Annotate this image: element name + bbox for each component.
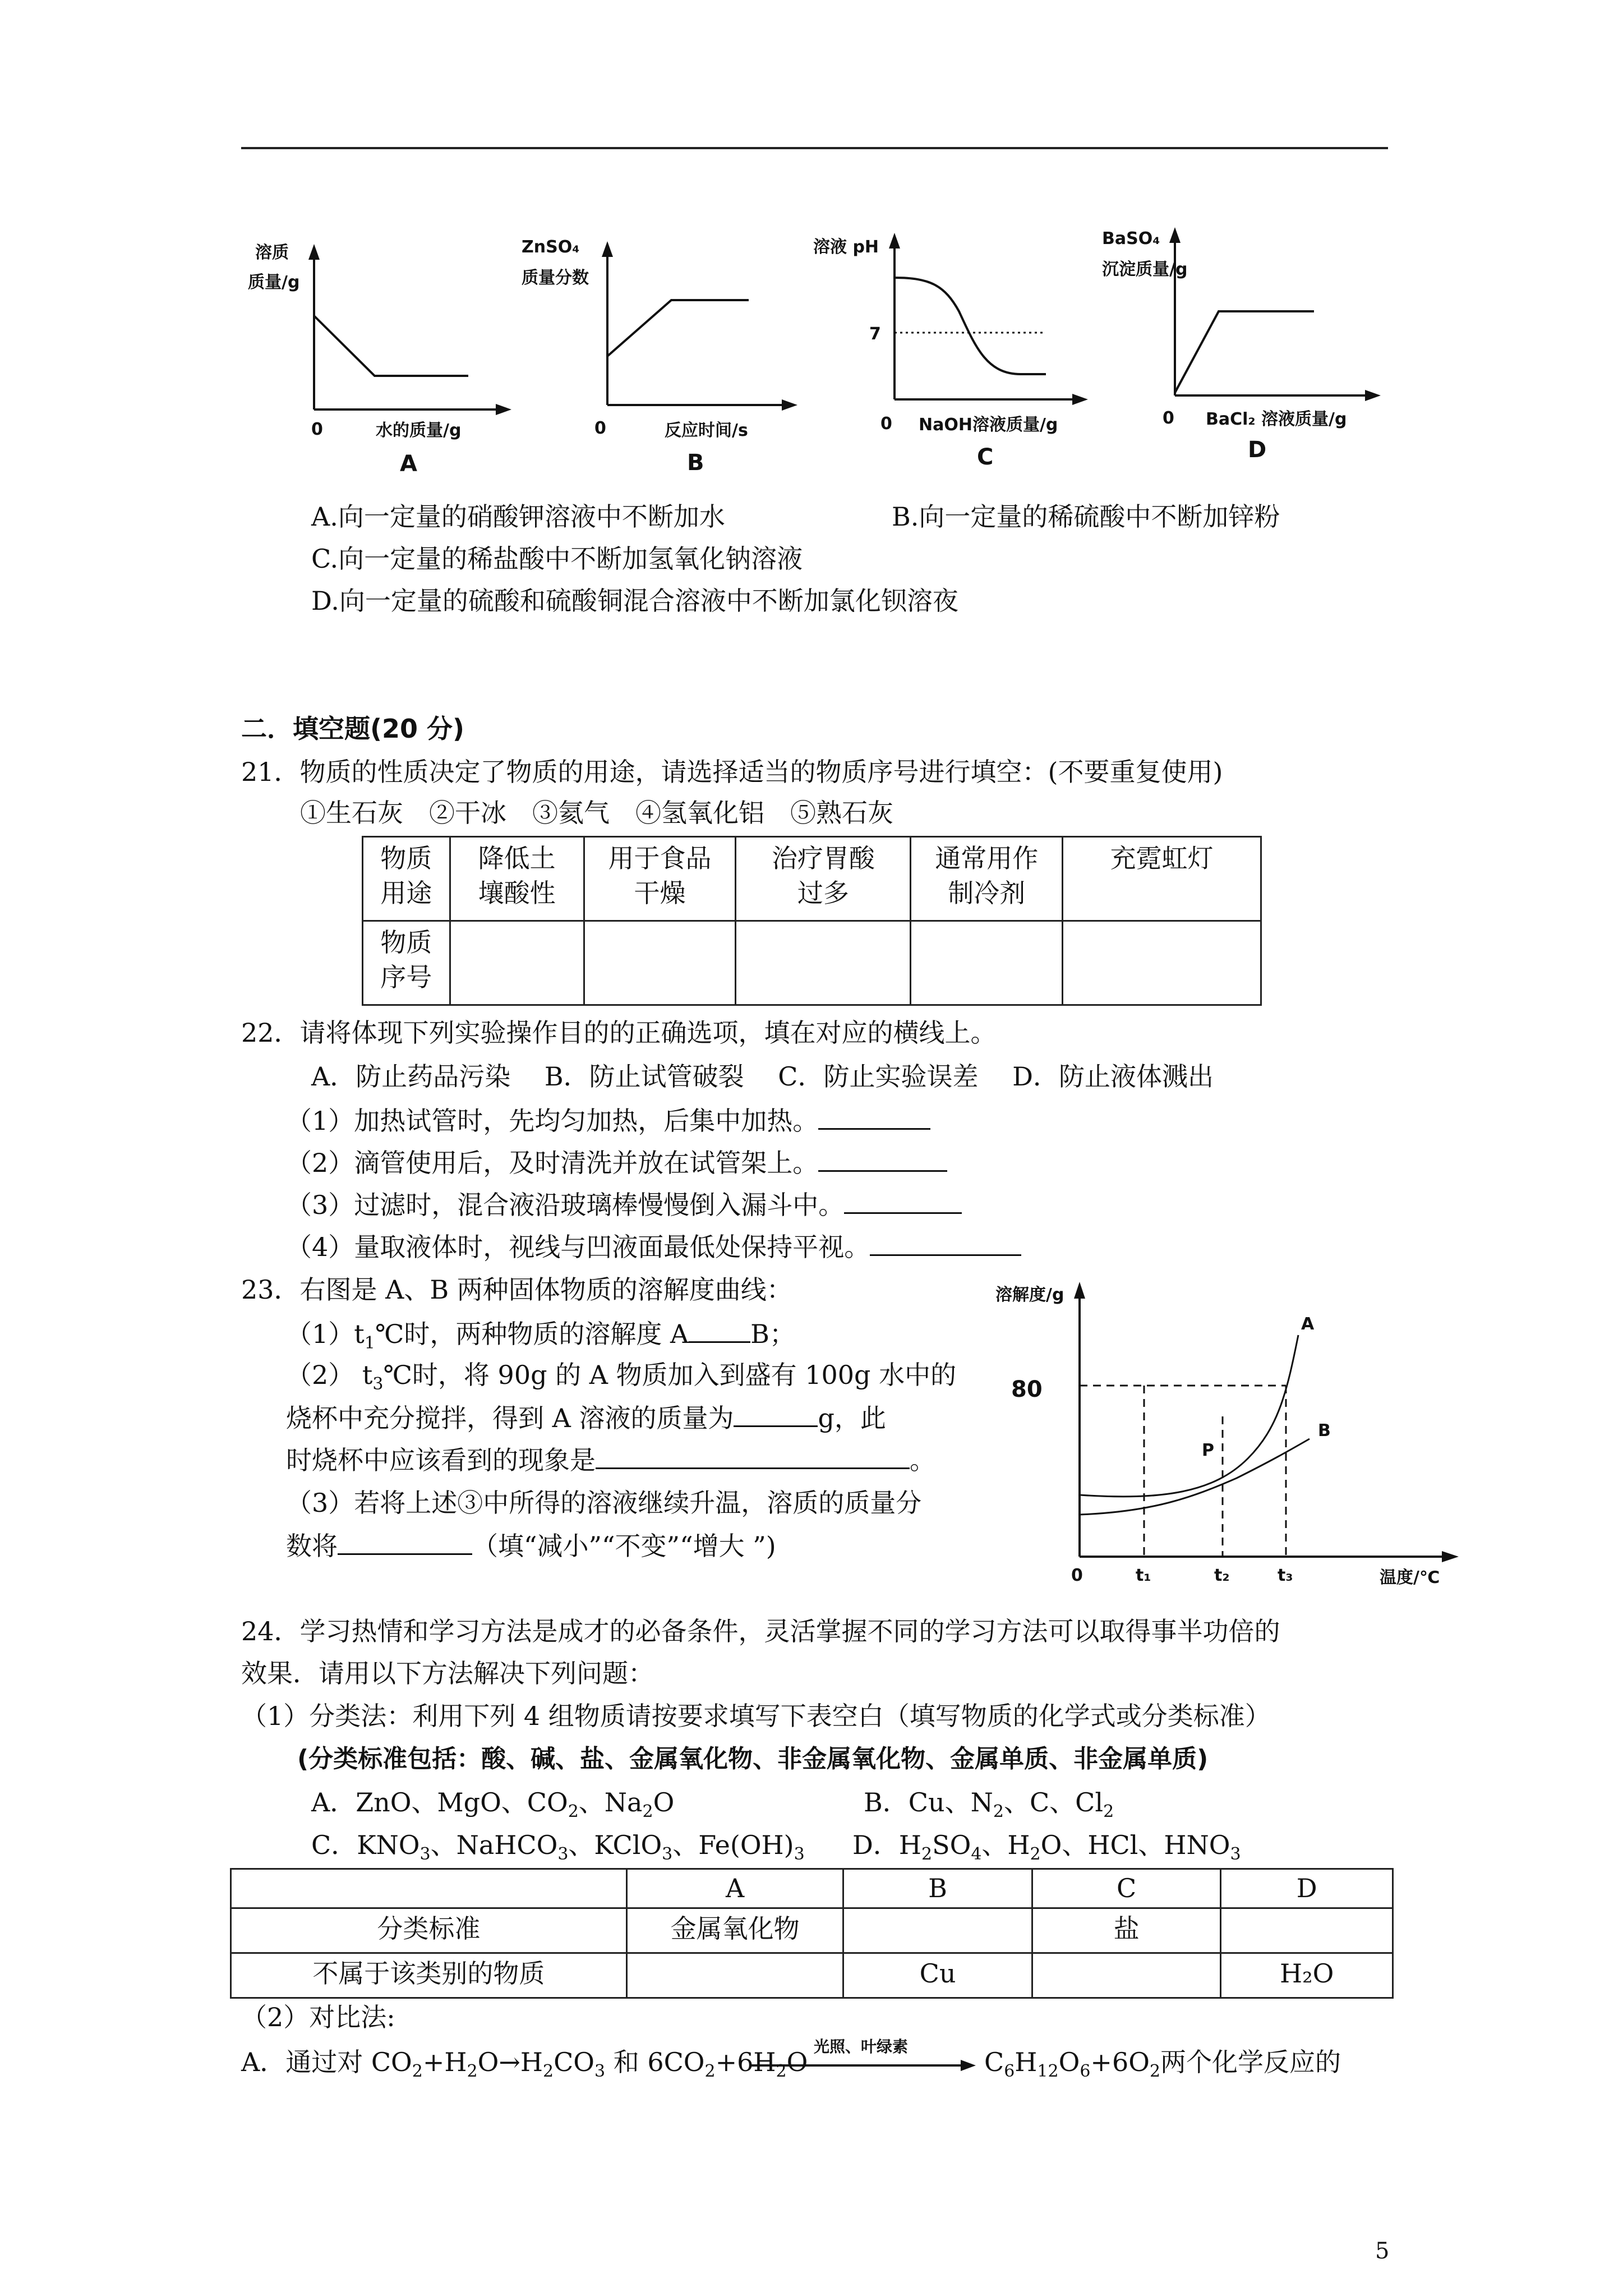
q20-option-b: B.向一定量的稀硫酸中不断加锌粉	[892, 501, 1280, 532]
graph-b-origin: 0	[594, 418, 606, 438]
graph-c-xlabel: NaOH溶液质量/g	[919, 415, 1058, 435]
q22-item-1: （1）加热试管时，先均匀加热，后集中加热。	[286, 1102, 930, 1138]
q22-blank-3[interactable]	[844, 1186, 962, 1214]
q22-options: A．防止药品污染 B．防止试管破裂 C．防止实验误差 D．防止液体溅出	[311, 1061, 1214, 1092]
q21-row2-head: 物质 序号	[363, 921, 450, 1005]
solubility-point-p: P	[1202, 1441, 1214, 1460]
graph-d-origin: 0	[1163, 408, 1174, 428]
solubility-origin: 0	[1071, 1566, 1083, 1585]
tick-t1: t₁	[1136, 1566, 1151, 1585]
graph-a-letter: A	[400, 451, 417, 477]
q24-header-cell: C	[1032, 1869, 1221, 1908]
q24-cell[interactable]: 金属氧化物	[626, 1908, 843, 1953]
q24-group-c: C．$KNO_3$、NaHCO$_3$、KClO$_3$、$Fe(OH)_3$	[311, 1830, 805, 1865]
graph-b-letter: B	[687, 450, 704, 476]
graph-c-origin: 0	[880, 414, 892, 434]
tick-t2: t₂	[1214, 1566, 1230, 1585]
q21-answer-cell[interactable]	[1062, 921, 1261, 1005]
q24-table	[230, 1868, 1394, 1999]
solubility-xlabel: 温度/℃	[1380, 1568, 1440, 1588]
q24-line-6-tail: $C_6H_{12}O_6+6O_2$两个化学反应的	[984, 2047, 1341, 2082]
graph-c-letter: C	[977, 444, 994, 470]
q24-line-3: （1）分类法：利用下列 4 组物质请按要求填写下表空白（填写物质的化学式或分类标准）	[241, 1701, 1271, 1731]
q21-answer-cell[interactable]	[584, 921, 735, 1005]
q21-row1-head: 物质 用途	[363, 837, 450, 921]
graph-a-xlabel: 水的质量/g	[376, 421, 462, 440]
graph-d-ylabel1: BaSO₄	[1102, 229, 1160, 249]
graph-c-tick7: 7	[869, 324, 881, 344]
graph-d-xlabel: BaCl₂ 溶液质量/g	[1206, 409, 1347, 429]
q24-header-cell	[231, 1869, 627, 1908]
q24-cell[interactable]	[1032, 1953, 1221, 1998]
q20-option-a: A.向一定量的硝酸钾溶液中不断加水	[311, 501, 725, 532]
q24-header-cell: D	[1221, 1869, 1393, 1908]
q20-option-c: C.向一定量的稀盐酸中不断加氢氧化钠溶液	[311, 544, 803, 574]
q21-stem: 21．物质的性质决定了物质的用途，请选择适当的物质序号进行填空：(不要重复使用)	[241, 757, 1223, 787]
q20-option-d: D.向一定量的硫酸和硫酸铜混合溶液中不断加氯化钡溶夜	[311, 586, 958, 616]
curve-b-label: B	[1318, 1421, 1331, 1441]
graph-b-xlabel: 反应时间/s	[665, 421, 748, 440]
graph-a-ylabel2: 质量/g	[248, 273, 300, 292]
graph-d	[1091, 222, 1382, 480]
q22-stem: 22．请将体现下列实验操作目的的正确选项，填在对应的横线上。	[241, 1018, 997, 1048]
q22-item-3: （3）过滤时，混合液沿玻璃棒慢慢倒入漏斗中。	[286, 1186, 962, 1222]
graph-d-ylabel2: 沉淀质量/g	[1102, 260, 1188, 279]
q24-group-b: B．Cu、$N_2$、C、$Cl_2$	[864, 1787, 1114, 1822]
q23-blank-2[interactable]	[734, 1400, 818, 1427]
q24-header-cell: B	[843, 1869, 1032, 1908]
q22-item-2: （2）滴管使用后，及时清洗并放在试管架上。	[286, 1144, 947, 1180]
q21-table	[362, 836, 1262, 1006]
page-number: 5	[1375, 2238, 1390, 2264]
graph-b-ylabel1: ZnSO₄	[522, 237, 580, 257]
solubility-graph	[995, 1273, 1472, 1588]
q21-use-cell: 充霓虹灯	[1062, 837, 1261, 921]
q24-cell[interactable]	[1221, 1908, 1393, 1953]
graph-d-letter: D	[1248, 437, 1267, 463]
q21-use-cell: 用于食品 干燥	[584, 837, 735, 921]
q24-cell[interactable]: 盐	[1032, 1908, 1221, 1953]
q24-line-6: A．通过对 $CO_2+H_2O\to H_2CO_3$ 和 $6CO_2+6H_2O$	[241, 2047, 808, 2082]
arrow-condition-label: 光照、叶绿素	[813, 2037, 909, 2056]
q22-blank-4[interactable]	[870, 1228, 1021, 1256]
q23-line-5: （3）若将上述③中所得的溶液继续升温，溶质的质量分	[286, 1488, 922, 1518]
graph-c-ylabel1: 溶液 pH	[813, 237, 879, 257]
q22-blank-1[interactable]	[818, 1102, 930, 1130]
q22-blank-2[interactable]	[818, 1144, 947, 1172]
solubility-ylabel: 溶解度/g	[995, 1285, 1064, 1305]
q21-answer-cell[interactable]	[911, 921, 1062, 1005]
q23-blank-1[interactable]	[689, 1315, 750, 1343]
q24-row2-head: 不属于该类别的物质	[231, 1953, 627, 1998]
q24-line-2: 效果．请用以下方法解决下列问题：	[241, 1658, 654, 1688]
q24-cell[interactable]	[626, 1953, 843, 1998]
q24-line-4: (分类标准包括：酸、碱、盐、金属氧化物、非金属氧化物、金属单质、非金属单质)	[297, 1745, 1209, 1773]
curve-a-label: A	[1301, 1314, 1315, 1334]
q21-answer-cell[interactable]	[450, 921, 584, 1005]
section-title: 二．填空题(20 分)	[241, 714, 465, 744]
q23-stem: 23．右图是 A、B 两种固体物质的溶解度曲线：	[241, 1274, 792, 1305]
q23-line-2: （2） $t_3℃$时，将 90g 的 A 物质加入到盛有 100g 水中的	[286, 1360, 957, 1395]
q24-header-cell: A	[626, 1869, 843, 1908]
solubility-y80: 80	[1011, 1377, 1043, 1402]
q21-use-cell: 治疗胃酸 过多	[736, 837, 911, 921]
q21-choices: ①生石灰 ②干冰 ③氦气 ④氢氧化铝 ⑤熟石灰	[300, 798, 893, 828]
header-rule	[241, 147, 1388, 149]
q23-line-6: 数将 （填“减小”“不变”“增大 ”)	[286, 1527, 776, 1563]
q22-item-4: （4）量取液体时，视线与凹液面最低处保持平视。	[286, 1228, 1021, 1264]
q24-group-d: D．$H_2SO_4$、$H_2O$、HCl、$HNO_3$	[852, 1830, 1241, 1865]
q23-line-3: 烧杯中充分搅拌，得到 A 溶液的质量为 g，此	[286, 1400, 886, 1435]
graph-a-ylabel1: 溶质	[255, 243, 289, 263]
q24-group-a: A．ZnO、MgO、$CO_2$、$Na_2O$	[311, 1787, 675, 1822]
graph-c	[796, 222, 1088, 480]
q23-line-1: $(1)t_1℃$时，两种物质的溶解度 A B；	[286, 1315, 795, 1361]
q24-line-1: 24．学习热情和学习方法是成才的必备条件，灵活掌握不同的学习方法可以取得事半功倍的	[241, 1616, 1280, 1646]
q23-line-4: 时烧杯中应该看到的现象是 。	[286, 1442, 935, 1478]
q24-cell[interactable]	[843, 1908, 1032, 1953]
q24-line-5: （2）对比法:	[241, 2002, 395, 2032]
q24-row1-head: 分类标准	[231, 1908, 627, 1953]
tick-t3: t₃	[1278, 1566, 1293, 1585]
graph-a	[236, 222, 516, 480]
q21-use-cell: 通常用作 制冷剂	[911, 837, 1062, 921]
q21-use-cell: 降低土 壤酸性	[450, 837, 584, 921]
graph-b-ylabel2: 质量分数	[522, 268, 589, 288]
q24-cell[interactable]: H₂O	[1221, 1953, 1393, 1998]
reaction-arrow	[749, 2031, 979, 2081]
q23-blank-3[interactable]	[596, 1442, 910, 1469]
q21-answer-cell[interactable]	[736, 921, 911, 1005]
q24-cell[interactable]: Cu	[843, 1953, 1032, 1998]
graph-b	[519, 222, 799, 480]
q23-blank-4[interactable]	[338, 1527, 472, 1555]
graph-a-origin: 0	[311, 420, 323, 439]
